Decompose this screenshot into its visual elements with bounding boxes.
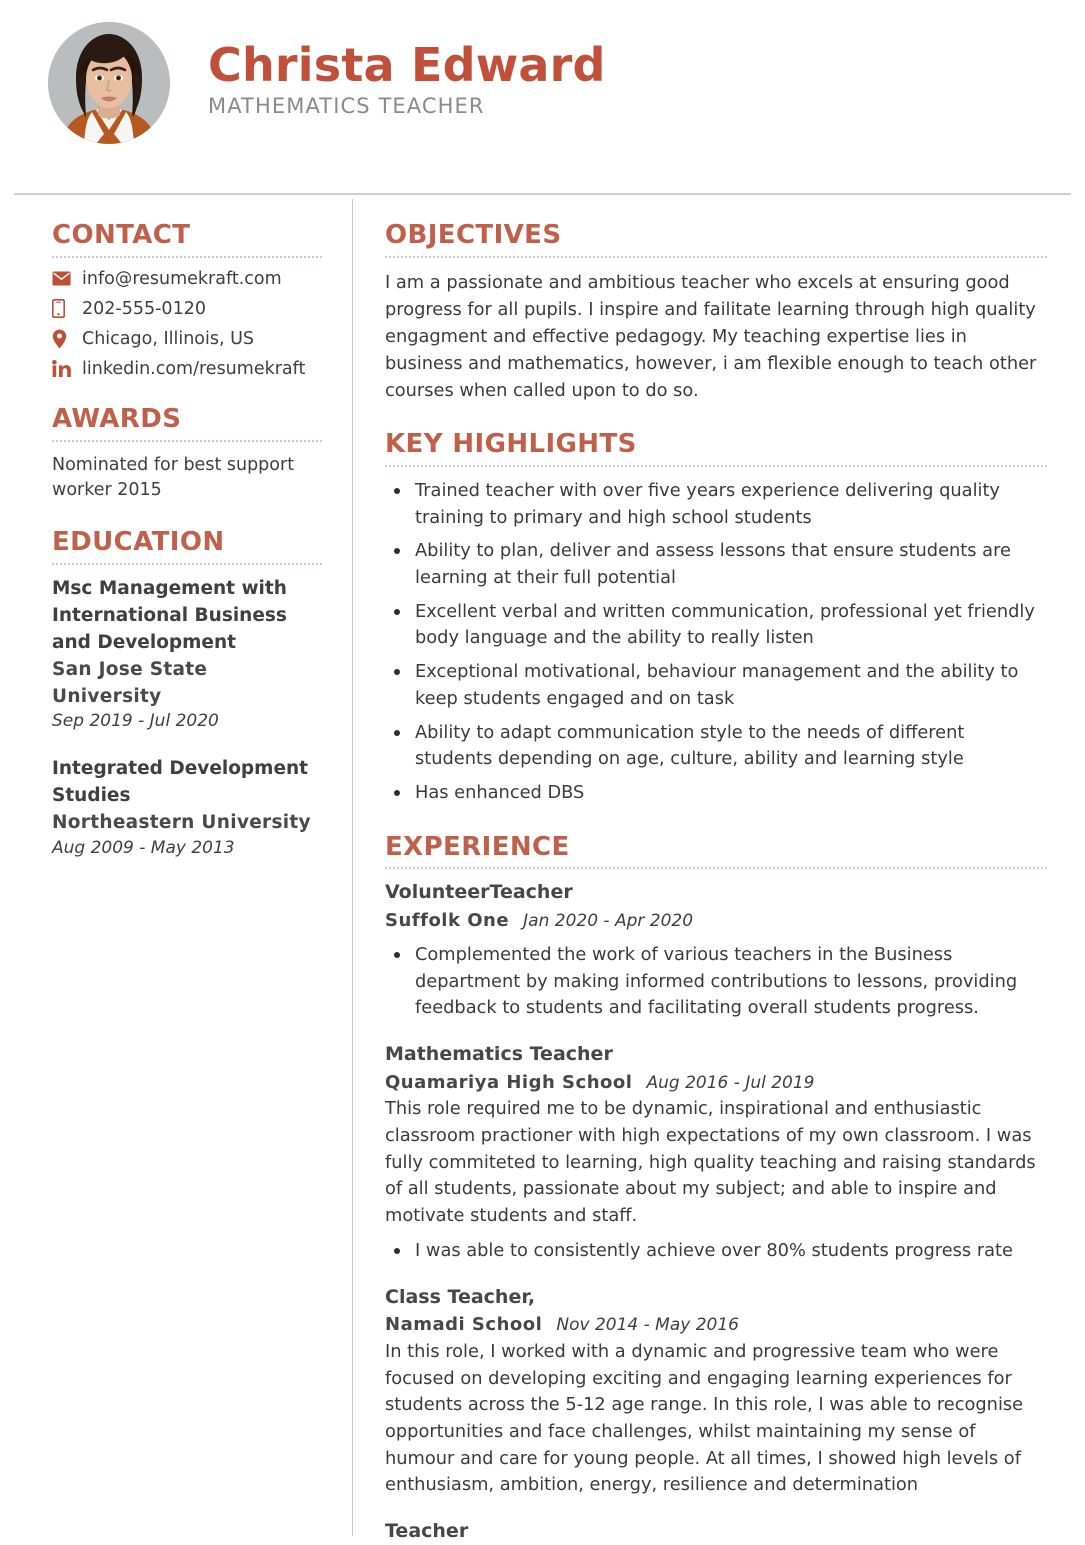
education-entry [52,576,322,734]
experience-meta [385,908,1047,934]
page-title: Christa Edward [208,38,606,93]
header-text-block [208,38,606,123]
award-text: Nominated for best support worker 2015 [52,454,295,500]
education-entry [52,756,322,860]
section-heading-education: EDUCATION [52,527,225,558]
location-pin-icon [52,329,82,349]
heading-underline [385,256,1047,258]
experience-bullets [385,1238,1047,1265]
resume-body [0,197,1085,1543]
list-item: Has enhanced DBS [385,780,1047,807]
experience-role: VolunteerTeacher [385,881,573,904]
key-highlights-list [385,478,1047,807]
experience-entry [385,1519,1047,1545]
objectives-text: I am a passionate and ambitious teacher who excels at ensuring good progress for all pupils. I inspire and failitate learning through high quality engagment and effective pedagogy. My teaching expertise lies in business and mathematics, however, i am flexible enough to teach other courses when called upon to do so. [385,271,1037,402]
avatar [48,22,170,144]
sidebar [0,197,352,1536]
experience-company: Namadi School [385,1314,543,1336]
experience-company: Suffolk One [385,910,510,932]
experience-dates: Jan 2020 - Apr 2020 [523,911,694,932]
experience-entry [385,1285,1047,1500]
list-item: Complemented the work of various teachers in the Business department by making informed contributions to lessons, providing feedback to students and facilitating overall students progress. [385,942,1047,1022]
contact-value-location: Chicago, Illinois, US [82,328,255,349]
list-item: Trained teacher with over five years experience delivering quality training to primary and high school students [385,478,1047,531]
education-school: San Jose State University [52,658,208,707]
section-objectives [385,221,1047,404]
contact-value-linkedin: linkedin.com/resumekraft [82,358,306,379]
education-degree: Integrated Development Studies [52,758,309,807]
section-key-highlights [385,430,1047,806]
experience-bullets [385,942,1047,1022]
experience-company: Quamariya High School [385,1071,633,1093]
contact-list [52,269,322,379]
heading-underline [385,465,1047,467]
list-item: Ability to plan, deliver and assess lessons that ensure students are learning at their full potential [385,538,1047,591]
contact-item-email[interactable] [52,269,322,289]
list-item: Ability to adapt communication style to the needs of different students depending on age, culture, ability and learning style [385,720,1047,773]
header-divider [14,193,1071,195]
experience-description: In this role, I worked with a dynamic and progressive team who were focused on developing exciting and engaging learning experiences for students across the 5-12 age range. In this role, I was able to recognise opportunities and face challenges, whilst maintaining my sense of humour and care for young people. At all times, I showed high levels of enthusiasm, ambition, energy, resilience and determination [385,1340,1024,1496]
contact-item-linkedin[interactable] [52,359,322,379]
resume-header [0,0,1085,135]
envelope-icon [52,271,82,286]
experience-description: This role required me to be dynamic, inspirational and enthusiastic classroom practioner with high expectations of my own classroom. I was fully commiteted to learning, high quality teaching and raising standards of all students, passionate about my subject; and able to inspire and motivate students and staff. [385,1098,1036,1227]
experience-role: Class Teacher, [385,1285,536,1308]
experience-dates: Aug 2016 - Jul 2019 [646,1072,815,1093]
contact-value-email: info@resumekraft.com [82,268,282,289]
profile-photo-icon [48,22,170,144]
education-dates: Aug 2009 - May 2013 [52,837,235,858]
experience-entry [385,880,1047,1022]
education-school: Northeastern University [52,811,311,833]
list-item: Excellent verbal and written communication, professional yet friendly body language and the ability to really listen [385,599,1047,652]
job-title: MATHEMATICS TEACHER [208,93,485,118]
contact-item-location[interactable] [52,329,322,349]
heading-underline [52,440,322,442]
experience-meta [385,1070,1047,1096]
heading-underline [385,867,1047,869]
section-heading-contact: CONTACT [52,220,191,250]
section-heading-objectives: OBJECTIVES [385,220,562,250]
section-heading-key-highlights: KEY HIGHLIGHTS [385,429,637,460]
heading-underline [52,256,322,258]
contact-item-phone[interactable] [52,299,322,319]
section-education [52,528,322,860]
contact-value-phone: 202-555-0120 [82,298,206,319]
experience-meta [385,1312,1047,1338]
experience-dates: Nov 2014 - May 2016 [556,1315,739,1336]
section-experience [385,833,1047,1545]
experience-role: Mathematics Teacher [385,1042,613,1065]
experience-role: Teacher [385,1520,469,1543]
main-content [352,197,1085,1543]
section-awards [52,405,322,503]
section-heading-awards: AWARDS [52,403,182,434]
phone-icon [52,299,82,318]
education-degree: Msc Management with International Business and Development [52,578,287,653]
experience-entry [385,1042,1047,1265]
heading-underline [52,563,322,565]
section-contact [52,221,322,379]
section-heading-experience: EXPERIENCE [385,831,570,862]
linkedin-icon [52,360,82,378]
list-item: Exceptional motivational, behaviour management and the ability to keep students engaged and on task [385,659,1047,712]
education-dates: Sep 2019 - Jul 2020 [52,711,219,732]
list-item: I was able to consistently achieve over 80% students progress rate [385,1238,1047,1265]
